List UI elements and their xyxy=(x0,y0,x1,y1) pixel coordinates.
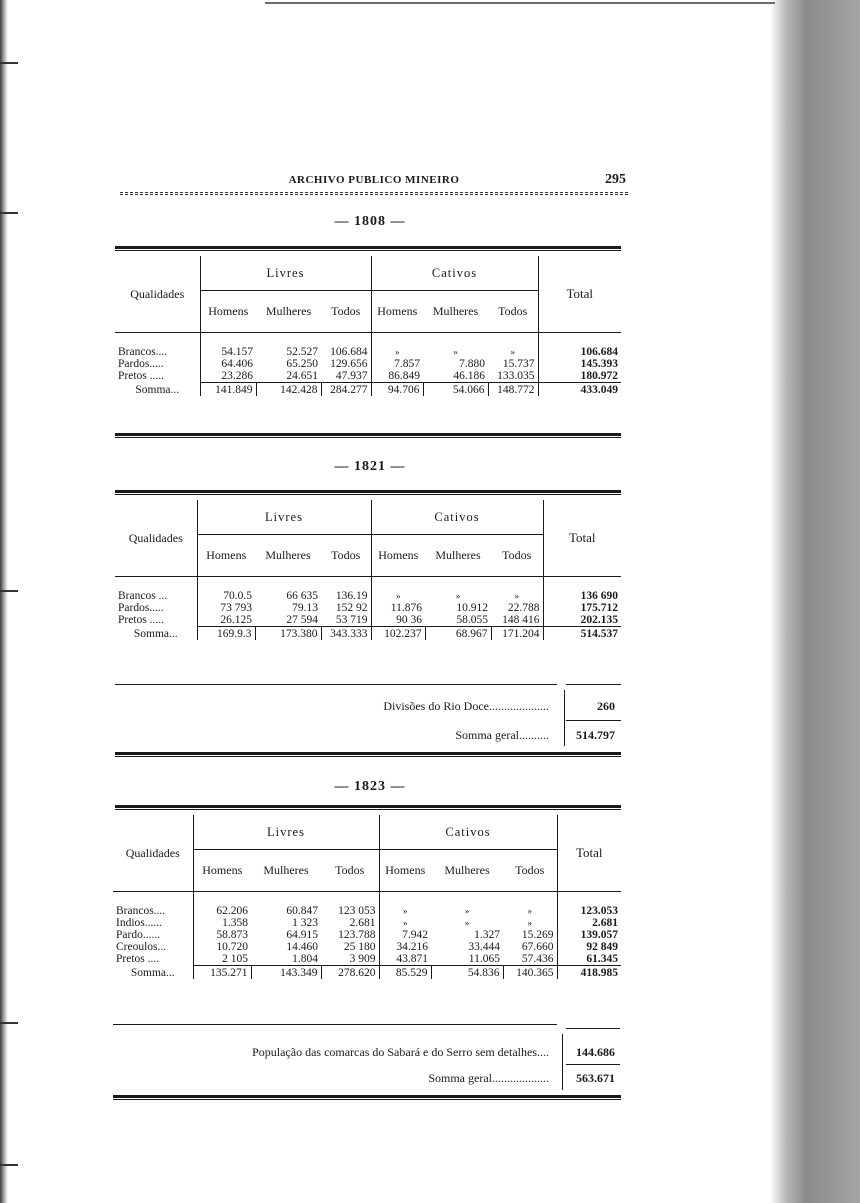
sub-header: Homens xyxy=(371,534,425,576)
top-edge-line xyxy=(265,2,775,4)
summary-rule xyxy=(113,1024,557,1025)
table-row: Indios...... 1.358 1 323 2.681 » » » 2.681 xyxy=(113,917,621,929)
sub-header: Todos xyxy=(488,290,538,332)
table-row: Pardos..... 64.406 65.250 129.656 7.857 7.880 15.737 145.393 xyxy=(115,358,621,370)
sub-header: Homens xyxy=(200,290,256,332)
year-title-1823: — 1823 — xyxy=(334,779,406,794)
table-row: Pardos..... 73 793 79.13 152 92 11.876 10.912 22.788 175.712 xyxy=(115,602,621,614)
summary-value: 260 xyxy=(597,699,615,713)
livres-header: Livres xyxy=(197,500,371,534)
summary-rule xyxy=(566,684,621,685)
livres-header: Livres xyxy=(193,815,379,849)
somma-row: Somma... 169.9.3 173.380 343.333 102.237 68.967 171.204 514.537 xyxy=(115,627,621,641)
table-top-rule xyxy=(115,246,621,251)
table-top-rule xyxy=(115,490,621,495)
sub-header: Mulheres xyxy=(425,534,491,576)
population-table-1821 xyxy=(115,500,621,640)
margin-mark xyxy=(0,1164,18,1166)
margin-mark xyxy=(0,62,18,64)
sub-header: Mulheres xyxy=(431,849,503,891)
page-header xyxy=(120,170,628,190)
summary-rule xyxy=(566,720,621,721)
margin-mark xyxy=(0,1022,18,1024)
sub-header: Todos xyxy=(321,290,371,332)
sub-header: Homens xyxy=(371,290,423,332)
summary-label: Somma geral................... xyxy=(428,1071,549,1085)
year-title-1821: — 1821 — xyxy=(334,459,406,474)
summary-label: Divisões do Rio Doce.................... xyxy=(383,699,549,713)
sub-header: Todos xyxy=(321,534,371,576)
sub-header: Homens xyxy=(197,534,255,576)
table-row: Pretos ..... 26.125 27 594 53 719 90 36 58.055 148 416 202.135 xyxy=(115,614,621,627)
qualidades-header: Qualidades xyxy=(130,286,185,301)
table-row: Brancos.... 54.157 52.527 106.684 » » » 106.684 xyxy=(115,346,621,358)
table-row: Pretos ..... 23.286 24.651 47.937 86.849 46.186 133.035 180.972 xyxy=(115,370,621,383)
population-table-1823 xyxy=(113,815,621,979)
summary-rule xyxy=(566,1028,620,1029)
table-row: Pardo...... 58.873 64.915 123.788 7.942 1.327 15.269 139.057 xyxy=(113,929,621,941)
table-bottom-rule xyxy=(115,433,621,438)
cativos-header: Cativos xyxy=(379,815,557,849)
summary-line xyxy=(115,699,621,715)
sub-header: Todos xyxy=(321,849,379,891)
summary-rule xyxy=(115,684,557,685)
summary-value: 563.671 xyxy=(576,1071,615,1085)
summary-line xyxy=(113,1071,621,1087)
running-head: ARCHIVO PUBLICO MINEIRO xyxy=(288,174,460,186)
header-rule xyxy=(120,192,628,195)
page-edge-shadow-right xyxy=(770,0,860,1203)
total-header: Total xyxy=(543,500,621,576)
qualidades-header: Qualidades xyxy=(128,530,183,545)
table-row: Brancos ... 70.0.5 66 635 136.19 » » » 136 690 xyxy=(115,590,621,602)
summary-label: Somma geral.......... xyxy=(455,728,549,742)
summary-value: 144.686 xyxy=(576,1045,615,1059)
cativos-header: Cativos xyxy=(371,500,543,534)
table-row: Pretos .... 2 105 1.804 3 909 43.871 11.065 57.436 61.345 xyxy=(113,953,621,966)
table-bottom-rule xyxy=(113,1095,621,1100)
summary-value: 514.797 xyxy=(576,728,615,742)
somma-row: Somma... 141.849 142.428 284.277 94.706 54.066 148.772 433.049 xyxy=(115,383,621,397)
table-row: Brancos.... 62.206 60.847 123 053 » » » 123.053 xyxy=(113,905,621,917)
summary-line xyxy=(115,728,621,744)
total-header: Total xyxy=(557,815,621,891)
sub-header: Todos xyxy=(491,534,543,576)
table-bottom-rule xyxy=(115,752,621,757)
margin-mark xyxy=(0,212,18,214)
summary-label: População das comarcas do Sabará e do Serro sem detalhes.... xyxy=(252,1045,549,1059)
summary-line xyxy=(113,1045,621,1061)
summary-rule xyxy=(566,1064,620,1065)
somma-row: Somma... 135.271 143.349 278.620 85.529 54.836 140.365 418.985 xyxy=(113,966,621,980)
sub-header: Todos xyxy=(503,849,557,891)
sub-header: Homens xyxy=(379,849,431,891)
page-number: 295 xyxy=(605,172,626,187)
qualidades-header: Qualidades xyxy=(125,845,180,860)
sub-header: Mulheres xyxy=(256,290,321,332)
sub-header: Mulheres xyxy=(251,849,321,891)
table-row: Creoulos... 10.720 14.460 25 180 34.216 33.444 67.660 92 849 xyxy=(113,941,621,953)
table-top-rule xyxy=(115,805,621,810)
total-header: Total xyxy=(538,256,621,332)
margin-mark xyxy=(0,590,18,592)
sub-header: Homens xyxy=(193,849,251,891)
sub-header: Mulheres xyxy=(423,290,488,332)
cativos-header: Cativos xyxy=(371,256,538,290)
sub-header: Mulheres xyxy=(255,534,321,576)
population-table-1808 xyxy=(115,256,621,396)
livres-header: Livres xyxy=(200,256,371,290)
year-title-1808: — 1808 — xyxy=(334,214,406,229)
